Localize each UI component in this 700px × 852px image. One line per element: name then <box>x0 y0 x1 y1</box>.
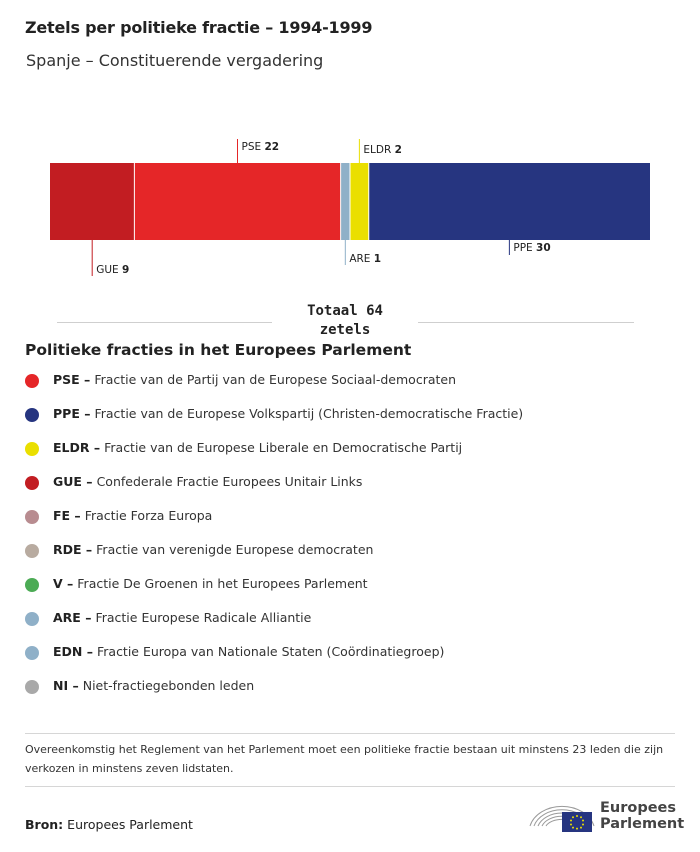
legend-abbr: FE – <box>53 508 81 523</box>
chart-title: Zetels per politieke fractie – 1994-1999 <box>25 18 373 37</box>
data-label-value: 30 <box>536 242 551 254</box>
logo-line2: Parlement <box>600 816 685 832</box>
legend-text: Fractie van de Partij van de Europese Sociaal-democraten <box>94 372 457 387</box>
legend-abbr: PSE – <box>53 372 91 387</box>
bar-segment-are <box>341 163 350 240</box>
legend-text: Fractie Europese Radicale Alliantie <box>95 610 312 625</box>
legend-item <box>25 678 523 712</box>
legend-abbr: RDE – <box>53 542 93 557</box>
bar-segment-pse <box>134 163 340 240</box>
bar-segment-eldr <box>350 163 369 240</box>
data-label <box>242 141 280 153</box>
legend-dot-icon <box>25 646 39 660</box>
legend-list <box>25 372 523 712</box>
legend-abbr: V – <box>53 576 74 591</box>
legend-title: Politieke fracties in het Europees Parlement <box>25 341 412 359</box>
divider-bottom <box>25 786 675 787</box>
source-line <box>25 817 193 832</box>
total-divider-left <box>57 322 272 323</box>
footnote: Overeenkomstig het Reglement van het Parlement moet een politieke fractie bestaan uit minstens 23 leden die zijn verkozen in minstens zeven lidstaten. <box>25 743 664 775</box>
data-label <box>513 242 550 254</box>
data-label-value: 1 <box>373 253 382 265</box>
legend-dot-icon <box>25 510 39 524</box>
data-label <box>96 264 129 276</box>
legend-item <box>25 644 523 678</box>
legend-abbr: ARE – <box>53 610 92 625</box>
legend-item <box>25 508 523 542</box>
data-label <box>349 253 381 265</box>
legend-item <box>25 542 523 576</box>
legend-dot-icon <box>25 476 39 490</box>
data-label-category: ELDR <box>363 144 395 156</box>
legend-text: Fractie van verenigde Europese democraten <box>96 542 374 557</box>
legend-item <box>25 372 523 406</box>
chart-subtitle: Spanje – Constituerende vergadering <box>26 51 324 70</box>
legend-item <box>25 406 523 440</box>
legend-item <box>25 576 523 610</box>
legend-abbr: GUE – <box>53 474 93 489</box>
legend-abbr: NI – <box>53 678 79 693</box>
legend-dot-icon <box>25 374 39 388</box>
data-label-category: GUE <box>96 264 122 276</box>
bar-segment-ppe <box>369 163 650 240</box>
total-seats-line1: Totaal 64 <box>307 303 383 319</box>
legend-text: Fractie Forza Europa <box>84 508 213 523</box>
data-label-category: ARE <box>349 253 374 265</box>
legend-text: Fractie De Groenen in het Europees Parlement <box>77 576 368 591</box>
legend-item <box>25 610 523 644</box>
divider-top <box>25 733 675 734</box>
parliament-hemicycle-icon <box>528 796 598 834</box>
legend-dot-icon <box>25 544 39 558</box>
logo-text <box>600 800 684 832</box>
total-seats <box>272 302 418 340</box>
source-label: Bron: <box>25 817 64 832</box>
total-divider-right <box>418 322 634 323</box>
legend-dot-icon <box>25 408 39 422</box>
bar-segment-gue <box>50 163 134 240</box>
total-seats-line2: zetels <box>319 322 371 338</box>
european-parliament-logo <box>528 796 685 836</box>
legend-dot-icon <box>25 612 39 626</box>
data-label-value: 9 <box>121 264 130 276</box>
data-label-value: 22 <box>264 141 280 153</box>
legend-abbr: PPE – <box>53 406 91 421</box>
legend-item <box>25 440 523 474</box>
legend-text: Confederale Fractie Europees Unitair Links <box>96 474 363 489</box>
legend-text: Fractie van de Europese Volkspartij (Christen-democratische Fractie) <box>94 406 524 421</box>
legend-abbr: ELDR – <box>53 440 101 455</box>
legend-abbr: EDN – <box>53 644 93 659</box>
legend-item <box>25 474 523 508</box>
logo-line1: Europees <box>600 800 677 816</box>
legend-text: Fractie van de Europese Liberale en Democratische Partij <box>104 440 463 455</box>
data-label-value: 2 <box>394 144 402 156</box>
stacked-seat-bar-chart <box>0 0 700 345</box>
source-text: Europees Parlement <box>67 817 193 832</box>
data-label-category: PSE <box>241 141 265 153</box>
legend-dot-icon <box>25 578 39 592</box>
legend-text: Niet-fractiegebonden leden <box>82 678 255 693</box>
data-label <box>363 144 402 156</box>
legend-dot-icon <box>25 680 39 694</box>
legend-text: Fractie Europa van Nationale Staten (Coördinatiegroep) <box>96 644 445 659</box>
legend-dot-icon <box>25 442 39 456</box>
data-label-category: PPE <box>513 242 537 254</box>
